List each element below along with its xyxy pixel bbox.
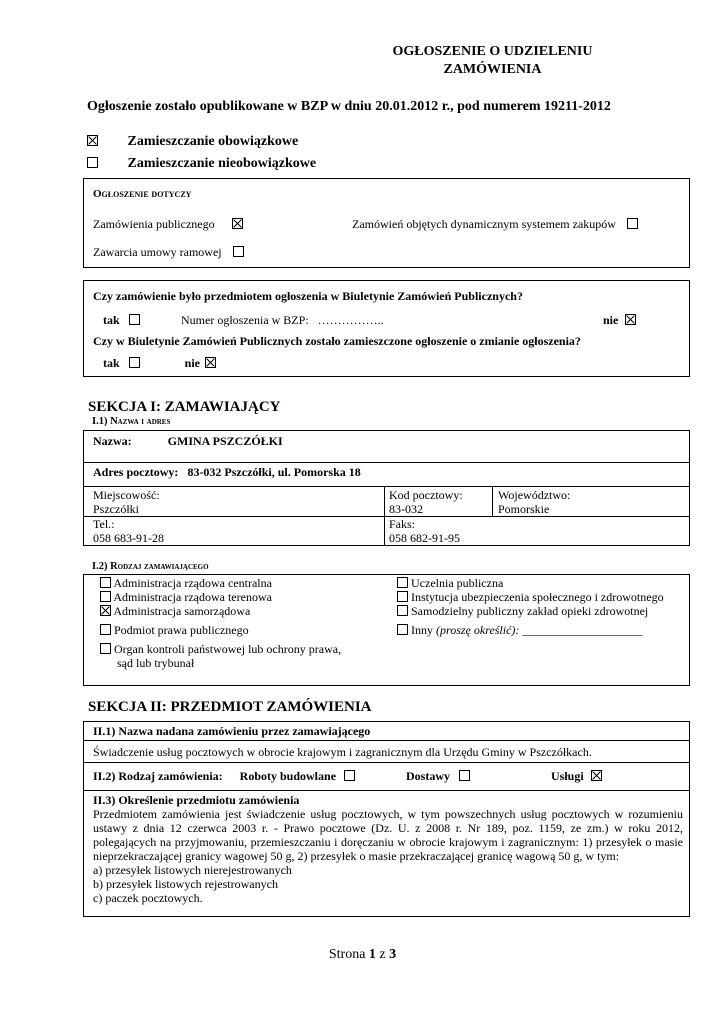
checkbox-unchecked[interactable] <box>397 624 408 635</box>
list-item: a) przesyłek listowych nierejestrowanych <box>93 863 292 877</box>
checkbox-checked[interactable] <box>625 314 636 325</box>
type-healthcare: Samodzielny publiczny zakład opieki zdrowotnej <box>397 604 664 618</box>
placement-optional: Zamieszczanie nieobowiązkowe <box>87 156 316 172</box>
checkbox-unchecked[interactable] <box>129 314 140 325</box>
checkbox-unchecked[interactable] <box>397 577 408 588</box>
section-1-sub-1: I.1) Nazwa i adres <box>92 416 171 427</box>
section-2-sub-1: II.1) Nazwa nadana zamówieniu przez zamawiającego <box>93 724 371 738</box>
concerns-heading: Ogłoszenie dotyczy <box>93 188 192 200</box>
list-item: b) przesyłek listowych rejestrowanych <box>93 877 278 891</box>
checkbox-unchecked[interactable] <box>344 770 355 781</box>
address-row: Adres pocztowy: 83-032 Pszczółki, ul. Pomorska 18 <box>93 465 361 479</box>
bulletin-q1-nie: nie <box>603 313 636 328</box>
checkbox-checked[interactable] <box>100 605 111 616</box>
bulletin-number: Numer ogłoszenia w BZP: …………….. <box>181 313 384 327</box>
checkbox-checked[interactable] <box>232 218 243 229</box>
concerns-public-order: Zamówienia publicznego <box>93 217 243 232</box>
checkbox-checked[interactable] <box>591 770 602 781</box>
city-cell: Miejscowość: Pszczółki <box>93 488 160 516</box>
fax-cell: Faks: 058 682-91-95 <box>389 517 460 545</box>
publication-info: Ogłoszenie zostało opublikowane w BZP w dniu 20.01.2012 r., pod numerem 19211-2012 <box>87 99 611 114</box>
checkbox-checked[interactable] <box>87 135 98 146</box>
section-1-sub-2: I.2) Rodzaj zamawiającego <box>92 561 209 572</box>
bulletin-question-1: Czy zamówienie było przedmiotem ogłoszenia w Biuletynie Zamówień Publicznych? <box>93 289 523 303</box>
bulletin-question-2: Czy w Biuletynie Zamówień Publicznych zostało zamieszczone ogłoszenie o zmianie ogłoszenia? <box>93 334 581 348</box>
page-number: Strona 1 z 3 <box>328 947 397 962</box>
order-description: Przedmiotem zamówienia jest świadczenie usług pocztowych, w tym powszechnych usług pocztowych w rozumieniu ustawy z dnia 12 czerwca 2003 r. - Prawo pocztowe (Dz. U. z 2008 r. Nr 189, poz. 1159, ze zm.) w roku 2012, polegających na przyjmowaniu, przemieszczaniu i doręczaniu w obrocie krajowym i zagranicznym: 1) przesyłek o masie nieprzekraczającej granicy wagowej 50 g, 2) przesyłek o masie przekraczającej granicę wagową 50 g, w tym: <box>93 807 683 863</box>
type-public-law: Podmiot prawa publicznego <box>100 623 341 637</box>
postal-cell: Kod pocztowy: 83-032 <box>389 488 463 516</box>
placement-mandatory: Zamieszczanie obowiązkowe <box>87 134 298 150</box>
type-regional: Administracja rządowa terenowa <box>100 590 341 604</box>
region-cell: Województwo: Pomorskie <box>498 488 571 516</box>
authority-type-left <box>100 576 341 670</box>
title-line-1: OGŁOSZENIE O UDZIELENIU <box>392 44 593 59</box>
checkbox-unchecked[interactable] <box>397 591 408 602</box>
order-items <box>93 863 292 905</box>
section-2-sub-3: II.3) Określenie przedmiotu zamówienia <box>93 793 300 807</box>
authority-type-right <box>397 576 664 637</box>
bulletin-q1-tak: tak <box>103 313 140 328</box>
document-title <box>380 43 605 79</box>
checkbox-unchecked[interactable] <box>100 577 111 588</box>
checkbox-unchecked[interactable] <box>459 770 470 781</box>
section-2-title: SEKCJA II: PRZEDMIOT ZAMÓWIENIA <box>88 699 372 715</box>
type-court: sąd lub trybunał <box>117 656 195 670</box>
type-control-organ: Organ kontroli państwowej lub ochrony prawa, <box>100 642 341 656</box>
list-item: c) paczek pocztowych. <box>93 891 203 905</box>
contracting-authority-name: GMINA PSZCZÓŁKI <box>167 434 283 448</box>
concerns-framework: Zawarcia umowy ramowej <box>93 245 244 260</box>
title-line-2: ZAMÓWIENIA <box>443 62 542 77</box>
checkbox-unchecked[interactable] <box>87 157 98 168</box>
checkbox-unchecked[interactable] <box>100 624 111 635</box>
checkbox-checked[interactable] <box>205 357 216 368</box>
order-type-row: II.2) Rodzaj zamówienia: Roboty budowlane Dostawy Usługi <box>93 769 683 784</box>
checkbox-unchecked[interactable] <box>233 246 244 257</box>
checkbox-unchecked[interactable] <box>129 357 140 368</box>
type-central: Administracja rządowa centralna <box>100 576 341 590</box>
section-1-title: SEKCJA I: ZAMAWIAJĄCY <box>88 399 281 415</box>
checkbox-unchecked[interactable] <box>100 643 111 654</box>
checkbox-unchecked[interactable] <box>627 218 638 229</box>
type-insurance: Instytucja ubezpieczenia społecznego i zdrowotnego <box>397 590 664 604</box>
name-row: Nazwa: GMINA PSZCZÓŁKI <box>93 434 283 448</box>
bulletin-q2-answers: tak nie <box>103 356 216 371</box>
type-other: Inny (proszę określić): ____________________ <box>397 623 664 637</box>
checkbox-unchecked[interactable] <box>100 591 111 602</box>
concerns-dynamic-system: Zamówień objętych dynamicznym systemem zakupów <box>352 217 638 232</box>
order-name: Świadczenie usług pocztowych w obrocie krajowym i zagranicznym dla Urzędu Gminy w Pszczółkach. <box>93 745 592 759</box>
tel-cell: Tel.: 058 683-91-28 <box>93 517 164 545</box>
type-university: Uczelnia publiczna <box>397 576 664 590</box>
checkbox-unchecked[interactable] <box>397 605 408 616</box>
type-local: Administracja samorządowa <box>100 604 341 618</box>
other-fill-line: ____________________ <box>522 623 643 637</box>
